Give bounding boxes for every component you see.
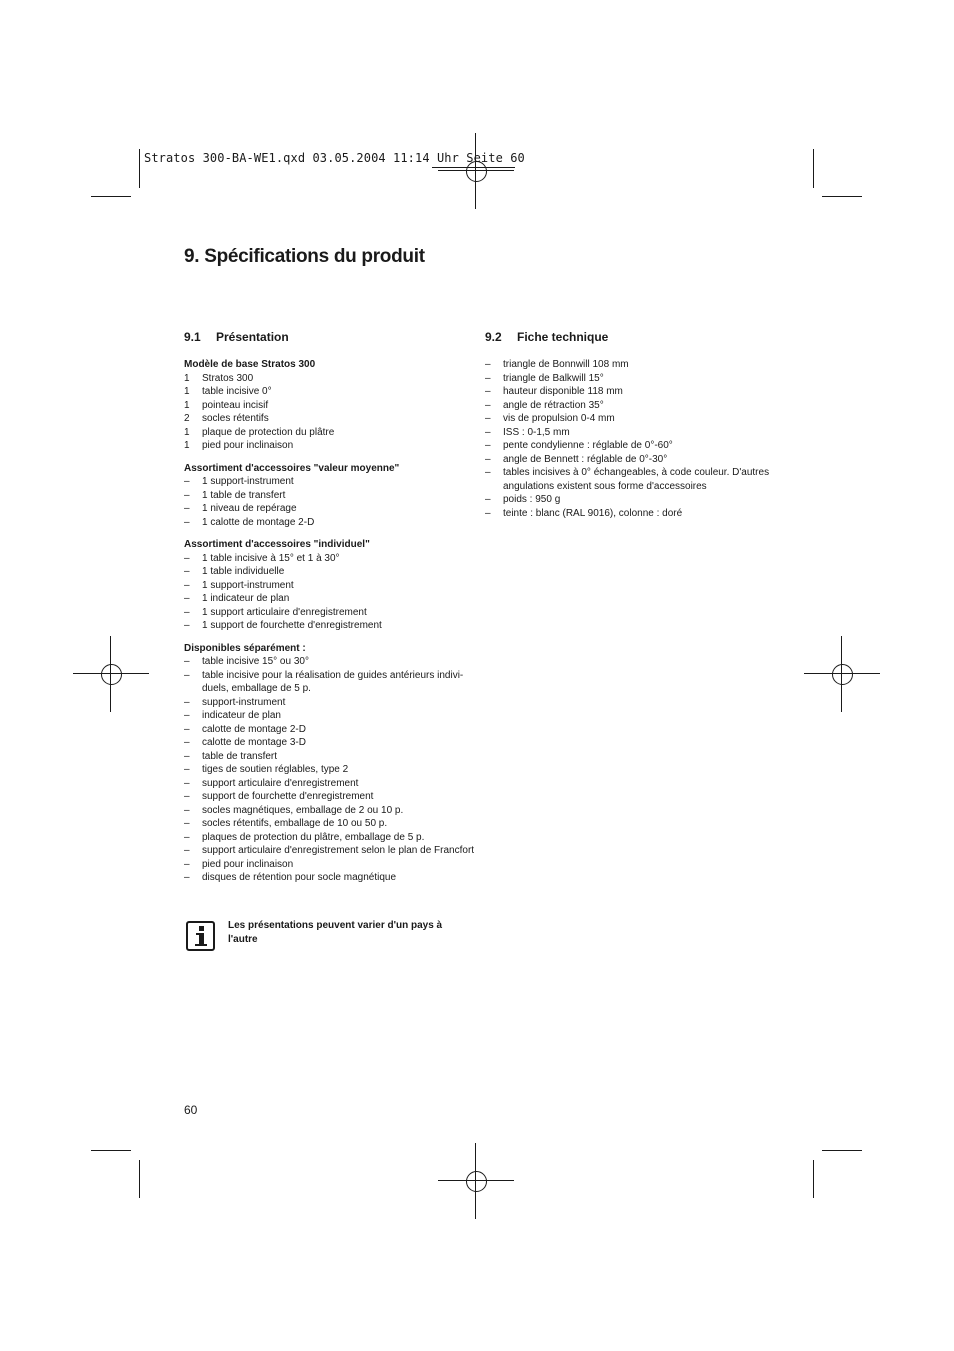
list-item (184, 475, 484, 489)
list-item-text: support de fourchette d'enregistrement (202, 791, 374, 802)
list-marker: – (184, 620, 190, 631)
list-marker: – (485, 494, 491, 505)
list-marker: 2 (184, 413, 190, 424)
list-marker: – (184, 656, 190, 667)
list-marker: – (184, 476, 190, 487)
crop-mark (139, 149, 140, 188)
list-item-text: tables incisives à 0° échangeables, à code couleur. D'autres angulations existent sous forme d'accessoires (503, 467, 770, 492)
list-item (485, 399, 775, 413)
list-item-text: 1 support articulaire d'enregistrement (202, 606, 367, 618)
registration-mark-left (73, 636, 149, 712)
list-item-text: 1 calotte de montage 2-D (202, 516, 315, 528)
list-item-text: support-instrument (202, 696, 286, 708)
list-marker: – (184, 579, 190, 591)
registration-mark-bottom (438, 1143, 514, 1219)
list-item (184, 412, 484, 426)
list-item-text: 1 table de transfert (202, 489, 286, 501)
technical-spec-list (485, 358, 775, 520)
list-item (184, 871, 484, 885)
item-group (184, 358, 484, 453)
list-item (485, 453, 775, 467)
list-item-text: plaques de protection du plâtre, emballage de 5 p. (202, 831, 425, 843)
list-item-text: indicateur de plan (202, 710, 281, 721)
crop-mark (91, 196, 131, 197)
list-marker: – (184, 777, 190, 789)
list-marker: – (184, 696, 190, 708)
list-item-text: hauteur disponible 118 mm (503, 386, 623, 397)
group-heading: Modèle de base Stratos 300 (184, 359, 316, 370)
list-item-text: 1 table incisive à 15° et 1 à 30° (202, 552, 340, 564)
list-marker: – (184, 489, 190, 501)
list-item-text: plaque de protection du plâtre (202, 426, 335, 438)
list-item-text: 1 table individuelle (202, 566, 285, 577)
list-item (184, 763, 484, 777)
page-title: 9. Spécifications du produit (184, 246, 425, 267)
presentation-groups (184, 358, 484, 885)
list-marker: – (485, 440, 491, 451)
list-item (184, 385, 484, 399)
section-heading (184, 331, 484, 347)
list-marker: – (485, 467, 491, 478)
list-marker: 1 (184, 399, 190, 411)
list-item (184, 790, 484, 804)
list-item (184, 552, 484, 566)
list-item-text: table incisive 0° (202, 386, 272, 397)
list-item (184, 426, 484, 440)
item-list (184, 372, 484, 453)
list-item (485, 385, 775, 399)
list-item-text: tiges de soutien réglables, type 2 (202, 764, 349, 775)
list-marker: – (184, 606, 190, 618)
list-item-text: socles magnétiques, emballage de 2 ou 10 p. (202, 804, 404, 816)
list-marker: – (485, 372, 491, 384)
list-marker: – (184, 804, 190, 816)
item-group (184, 642, 484, 885)
list-item-text: 1 support-instrument (202, 579, 294, 591)
section-presentation (184, 331, 484, 885)
list-item-text: table incisive pour la réalisation de guides antérieurs indivi-duels, emballage de 5 p. (202, 669, 464, 694)
list-item (184, 723, 484, 737)
list-item-text: pied pour inclinaison (202, 440, 294, 451)
print-slug: Stratos 300-BA-WE1.qxd 03.05.2004 11:14 Uhr Seite 60 (144, 151, 525, 165)
list-item (184, 696, 484, 710)
list-item (184, 750, 484, 764)
registration-mark-top (438, 133, 514, 209)
list-item (485, 493, 775, 507)
list-item (485, 507, 775, 521)
list-item-text: Stratos 300 (202, 372, 254, 384)
list-marker: – (184, 566, 190, 577)
list-item (184, 817, 484, 831)
list-marker: – (184, 831, 190, 843)
crop-mark (813, 1160, 814, 1198)
list-marker: – (184, 710, 190, 721)
list-item-text: disques de rétention pour socle magnétique (202, 872, 397, 883)
list-item (184, 489, 484, 503)
list-marker: – (184, 723, 190, 735)
group-heading: Assortiment d'accessoires "individuel" (184, 539, 370, 550)
list-item (485, 358, 775, 372)
section-technical (485, 331, 775, 520)
list-marker: 1 (184, 372, 190, 384)
list-item (485, 439, 775, 453)
list-marker: – (184, 845, 190, 856)
list-marker: – (184, 669, 190, 681)
list-item (184, 592, 484, 606)
list-item-text: 1 indicateur de plan (202, 593, 290, 604)
info-note (186, 919, 466, 955)
list-item (184, 579, 484, 593)
crop-mark (822, 196, 862, 197)
list-item-text: table de transfert (202, 750, 278, 762)
list-item (184, 736, 484, 750)
list-marker: 1 (184, 440, 190, 451)
list-marker: – (184, 737, 190, 748)
list-item-text: socles rétentifs, emballage de 10 ou 50 p. (202, 818, 388, 829)
list-item (184, 399, 484, 413)
section-number: 9.1 (184, 330, 201, 344)
list-item (184, 502, 484, 516)
list-item (184, 372, 484, 386)
list-marker: – (184, 593, 190, 604)
list-item-text: ISS : 0-1,5 mm (503, 426, 570, 438)
list-item (184, 565, 484, 579)
list-item (184, 844, 484, 858)
list-marker: 1 (184, 386, 190, 397)
list-marker: – (184, 750, 190, 762)
list-item (184, 655, 484, 669)
list-marker: – (485, 386, 491, 397)
list-item-text: calotte de montage 2-D (202, 723, 306, 735)
list-marker: – (485, 507, 491, 519)
item-group (184, 538, 484, 633)
list-item-text: calotte de montage 3-D (202, 737, 306, 748)
list-marker: – (184, 503, 190, 514)
list-marker: – (184, 818, 190, 829)
list-item-text: angle de Bennett : réglable de 0°-30° (503, 453, 668, 465)
list-item (485, 412, 775, 426)
section-title: Présentation (216, 330, 289, 344)
crop-mark (139, 1160, 140, 1198)
crop-mark (91, 1150, 131, 1151)
list-item-text: 1 niveau de repérage (202, 503, 297, 514)
list-item-text: 1 support-instrument (202, 476, 294, 487)
list-item-text: pointeau incisif (202, 399, 269, 411)
list-item-text: 1 support de fourchette d'enregistrement (202, 620, 382, 631)
crop-mark (822, 1150, 862, 1151)
list-item-text: table incisive 15° ou 30° (202, 656, 309, 667)
item-list (184, 655, 484, 885)
list-marker: – (184, 516, 190, 528)
list-item (184, 804, 484, 818)
list-item-text: pied pour inclinaison (202, 858, 294, 870)
note-text: Les présentations peuvent varier d'un pays à l'autre (228, 920, 443, 945)
list-item-text: socles rétentifs (202, 413, 269, 424)
list-item-text: poids : 950 g (503, 494, 561, 505)
list-item (485, 466, 775, 493)
crop-mark (813, 149, 814, 188)
list-item (485, 372, 775, 386)
list-item-text: vis de propulsion 0-4 mm (503, 413, 615, 424)
list-item (184, 709, 484, 723)
list-item-text: triangle de Bonnwill 108 mm (503, 359, 629, 370)
list-item (485, 426, 775, 440)
item-group (184, 462, 484, 530)
list-item-text: triangle de Balkwill 15° (503, 372, 604, 384)
list-item (184, 606, 484, 620)
list-marker: – (184, 872, 190, 883)
section-number: 9.2 (485, 330, 502, 344)
list-marker: 1 (184, 426, 190, 438)
list-marker: – (485, 399, 491, 411)
info-icon (186, 921, 215, 951)
page-number: 60 (184, 1103, 198, 1117)
list-item-text: support articulaire d'enregistrement (202, 777, 359, 789)
item-list (184, 552, 484, 633)
list-item (184, 669, 484, 696)
list-item-text: teinte : blanc (RAL 9016), colonne : doré (503, 507, 683, 519)
list-item (184, 516, 484, 530)
list-marker: – (184, 552, 190, 564)
slug-underline (432, 167, 515, 168)
item-list (184, 475, 484, 529)
list-item-text: pente condylienne : réglable de 0°-60° (503, 440, 673, 451)
list-item-text: angle de rétraction 35° (503, 399, 604, 411)
list-marker: – (184, 791, 190, 802)
list-item (184, 439, 484, 453)
list-item (184, 858, 484, 872)
group-heading: Assortiment d'accessoires "valeur moyenne" (184, 462, 400, 474)
list-item (184, 619, 484, 633)
group-heading: Disponibles séparément : (184, 642, 306, 654)
list-marker: – (485, 453, 491, 465)
list-marker: – (184, 858, 190, 870)
section-title: Fiche technique (517, 330, 609, 344)
list-item (184, 777, 484, 791)
list-marker: – (184, 764, 190, 775)
list-marker: – (485, 413, 491, 424)
list-marker: – (485, 426, 491, 438)
list-item (184, 831, 484, 845)
list-item-text: support articulaire d'enregistrement selon le plan de Francfort (202, 845, 475, 856)
registration-mark-right (804, 636, 880, 712)
section-heading (485, 331, 775, 347)
list-marker: – (485, 359, 491, 370)
